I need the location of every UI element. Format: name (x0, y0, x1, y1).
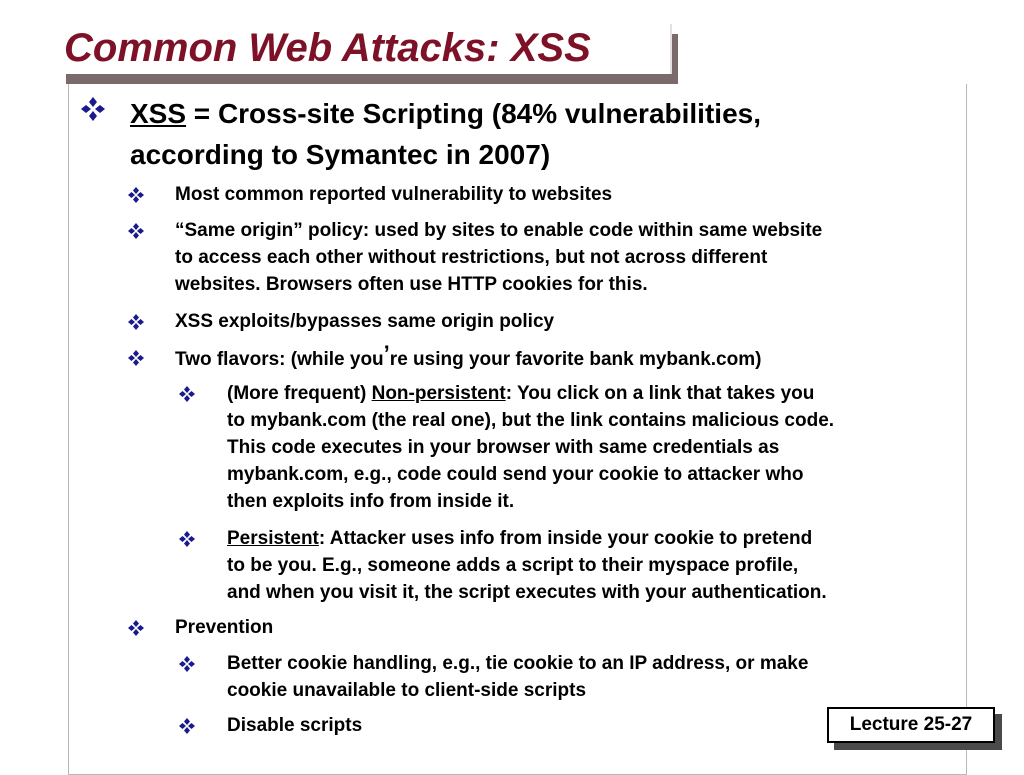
bullet-same-origin-line3: websites. Browsers often use HTTP cookies for this. (175, 274, 648, 295)
bullet-two-flavors (175, 341, 762, 373)
persistent-text: : Attacker uses info from inside your cookie to pretend (318, 528, 813, 549)
two-flavors-text: Two flavors: (while you (175, 349, 384, 370)
bullet-non-persistent (227, 380, 814, 407)
non-persistent-line2: to mybank.com (the real one), but the link contains malicious code. (227, 410, 835, 431)
xss-definition-text: = Cross-site Scripting (84% vulnerabilities, (186, 98, 761, 129)
four-diamond-bullet-icon (178, 530, 196, 548)
four-diamond-bullet-icon (80, 96, 106, 122)
non-persistent-line4: mybank.com, e.g., code could send your cookie to attacker who (227, 464, 804, 485)
persistent-line3: and when you visit it, the script executes with your authentication. (227, 582, 827, 603)
persistent-term: Persistent (227, 528, 319, 549)
bullet-same-origin-line1: “Same origin” policy: used by sites to enable code within same website (175, 220, 823, 241)
xss-term: XSS (130, 98, 187, 129)
four-diamond-bullet-icon (178, 385, 196, 403)
apostrophe: ’ (383, 341, 390, 366)
four-diamond-bullet-icon (127, 222, 145, 240)
xss-definition-line2: according to Symantec in 2007) (130, 139, 551, 170)
non-persistent-line3: This code executes in your browser with same credentials as (227, 437, 780, 458)
two-flavors-text-end: re using your favorite bank mybank.com) (389, 349, 762, 370)
bullet-exploits: XSS exploits/bypasses same origin policy (175, 311, 555, 332)
four-diamond-bullet-icon (127, 619, 145, 637)
four-diamond-bullet-icon (127, 313, 145, 331)
bullet-disable-scripts: Disable scripts (227, 715, 363, 736)
lecture-label: Lecture 25-27 (827, 707, 995, 743)
non-persistent-prefix: (More frequent) (227, 383, 372, 404)
title-box (58, 24, 672, 74)
non-persistent-text: : You click on a link that takes you (505, 383, 815, 404)
four-diamond-bullet-icon (178, 655, 196, 673)
persistent-line2: to be you. E.g., someone adds a script to their myspace profile, (227, 555, 799, 576)
slide-title: Common Web Attacks: XSS (64, 26, 591, 70)
bullet-persistent (227, 525, 812, 552)
bullet-same-origin-line2: to access each other without restrictions, but not across different (175, 247, 768, 268)
four-diamond-bullet-icon (178, 717, 196, 735)
bullet-prevention: Prevention (175, 617, 274, 638)
non-persistent-line5: then exploits info from inside it. (227, 491, 515, 512)
four-diamond-bullet-icon (127, 349, 145, 367)
bullet-most-common: Most common reported vulnerability to websites (175, 184, 613, 205)
non-persistent-term: Non-persistent (371, 383, 506, 404)
bullet-xss-definition (130, 95, 761, 133)
bullet-better-cookie-line2: cookie unavailable to client-side scripts (227, 680, 587, 701)
four-diamond-bullet-icon (127, 186, 145, 204)
bullet-better-cookie-line1: Better cookie handling, e.g., tie cookie to an IP address, or make (227, 653, 809, 674)
